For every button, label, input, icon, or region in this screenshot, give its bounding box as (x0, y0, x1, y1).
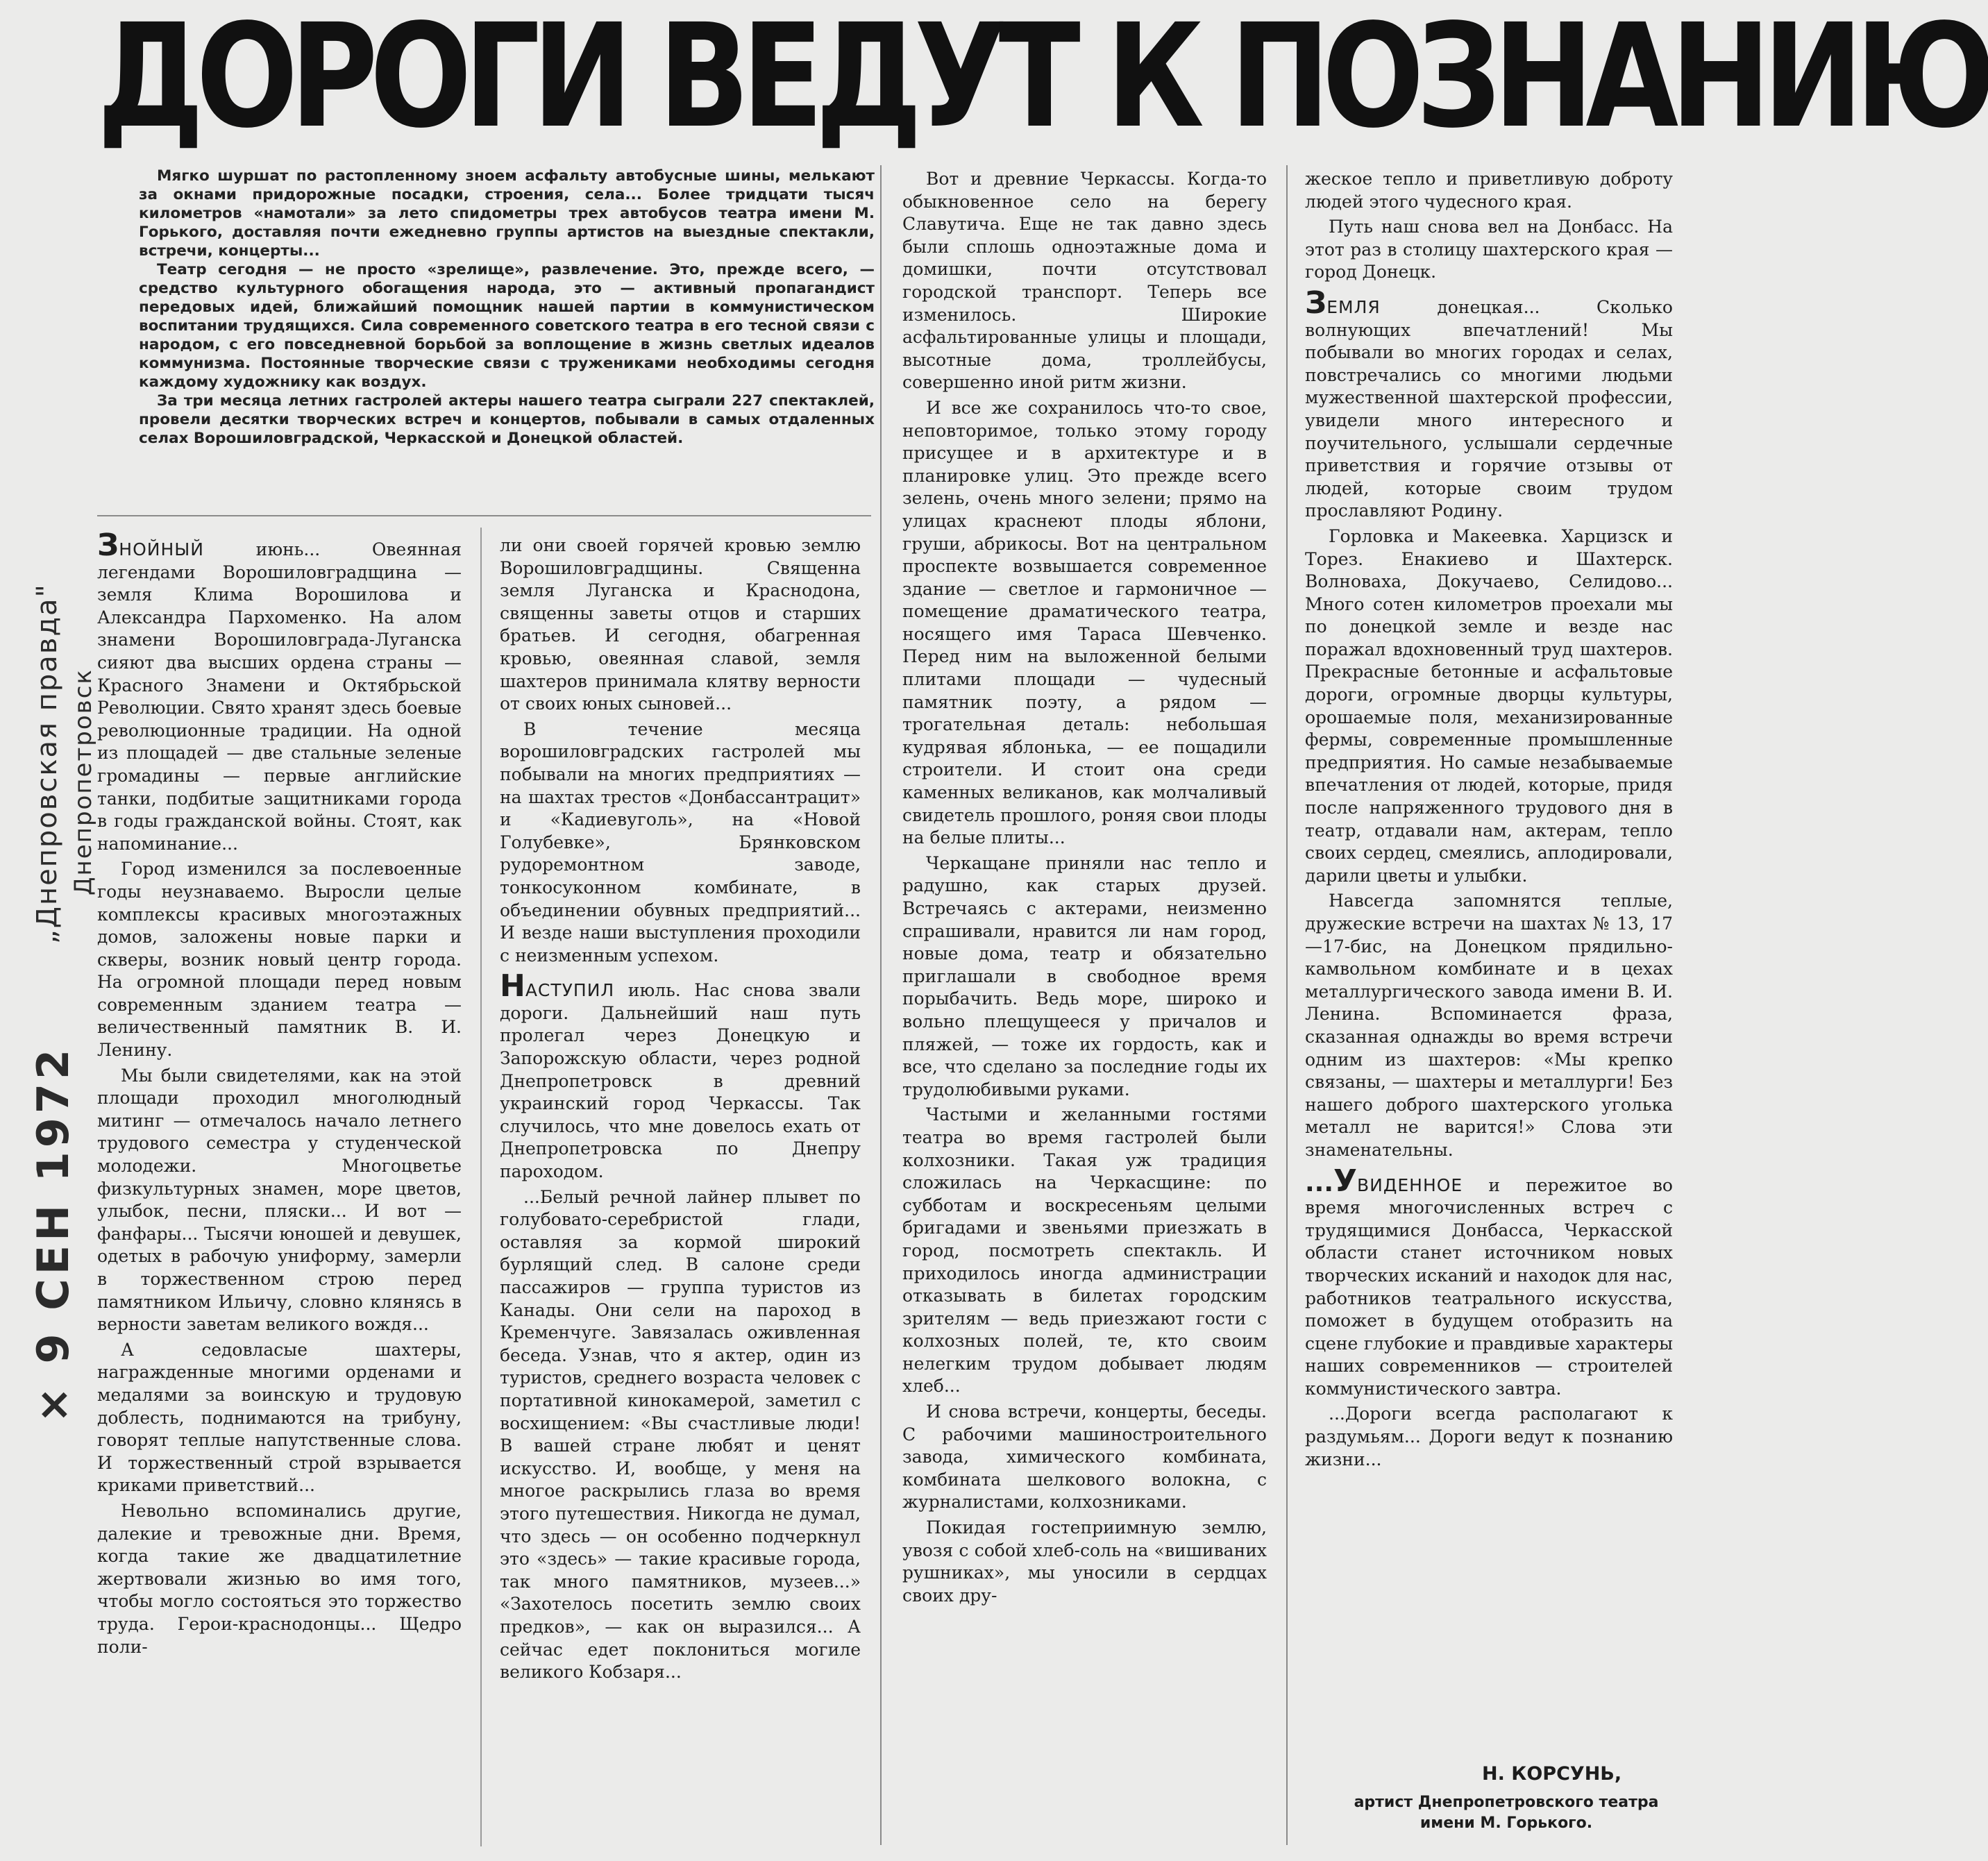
article-column-3 (902, 168, 1267, 1610)
article-column-1 (97, 528, 462, 1661)
article-paragraph: ли они своей горячей кровью землю Ворошиловградщины. Священна земля Луганска и Краснодона, священны заветы отцов и старших братьев. И сегодня, обагренная кровью, овеянная славой, земля шахтеров принимала клятву верности от своих юных сыновей... (500, 535, 861, 714)
paragraph-text: и пережитое во время многочисленных встреч с трудящимися Донбасса, Черкасской области станет источником новых творческих исканий и находок для нас, работников театрального искусства, поможет в будущем отобразить на сцене глубокие и правдивые характеры наших современников — строителей коммунистического завтра. (1305, 1174, 1673, 1399)
article-column-4 (1305, 168, 1673, 1474)
article-paragraph: Вот и древние Черкассы. Когда-то обыкновенное село на берегу Славутича. Еще не так давно здесь были сплошь одноэтажные дома и домишки, почти отсутствовал городской транспорт. Теперь все изменилось. Широкие асфальтированные улицы и площади, высотные дома, троллейбусы, совершенно иной ритм жизни. (902, 169, 1267, 393)
article-paragraph: Мы были свидетелями, как на этой площади проходил многолюдный митинг — отмечалось начало летнего трудового семестра у студенческой молодежи. Многоцветье физкультурных знамен, море цветов, улыбок, песни, пляски... И вот — фанфары... Тысячи юношей и девушек, одетых в рабочую униформу, замерли в торжественном строю перед памятником Ильичу, словно клянясь в верности заветам великого вождя... (97, 1065, 462, 1335)
drop-cap: З (1305, 285, 1327, 321)
paragraph-text: донецкая... Сколько волнующих впечатлений! Мы побывали во многих городах и селах, повстречались со многими людьми мужественной шахтерской профессии, увидели много интересного и поучительного, услышали сердечные приветствия и горячие отзывы от людей, которые своим трудом прославляют Родину. (1305, 296, 1673, 521)
article-paragraph: Черкащане приняли нас тепло и радушно, как старых друзей. Встречаясь с актерами, неизменно спрашивали, нравится ли нам город, новые дома, театр и обязательно приглашали в свободное время порыбачить. Ведь море, широко и вольно плещущееся у причалов и пляжей, — тоже их гордость, как и все, что сделано за последние годы их трудолюбивыми руками. (902, 852, 1267, 1100)
article-paragraph: А седовласые шахтеры, награжденные многими орденами и медалями за воинскую и трудовую доблесть, поднимаются на трибуну, говорят теплые напутственные слова. И торжественный строй взрывается криками приветствий... (97, 1339, 462, 1496)
article-paragraph (97, 528, 462, 855)
article-paragraph: Навсегда запомнятся теплые, дружеские встречи на шахтах № 13, 17—17-бис, на Донецком прядильно-камвольном комбинате и в цехах металлургического завода имени В. И. Ленина. Вспоминается фраза, сказанная однажды во время встречи одним из шахтеров: «Мы крепко связаны, — шахтеры и металлурги! Без нашего доброго шахтерского уголька металл не варится!» Слова эти знаменательны. (1305, 891, 1673, 1160)
article-paragraph: ...Белый речной лайнер плывет по голубовато-серебристой глади, оставляя за кормой широкий бурлящий след. В салоне среди пассажиров — группа туристов из Канады. Они сели на пароход в Кременчуге. Завязалась оживленная беседа. Узнав, что я актер, один из туристов, среднего возраста человек с портативной кинокамерой, заметил с восхищением: «Вы счастливые люди! В вашей стране любят и ценят искусство. И, вообще, у меня на многое раскрылись глаза во время этого путешествия. Никогда не думал, что здесь — он особенно подчеркнул это «здесь» — такие красивые города, так много памятников, музеев...» «Захотелось посетить землю своих предков», — как он выразился... А сейчас едет поклониться могиле великого Кобзаря... (500, 1186, 861, 1683)
newspaper-stamp-city: Днепропетровск (69, 668, 97, 895)
date-stamp: × 9 СЕН 1972 (28, 1045, 78, 1423)
author-name: Н. КОРСУНЬ, (1482, 1763, 1622, 1785)
lead-paragraph: Театр сегодня — не просто «зрелище», развлечение. Это, прежде всего, — средство культурного обогащения народа, это — активный пропагандист передовых идей, ближайший помощник нашей партии в коммунистическом воспитании трудящихся. Сила современного советского театра в его тесной связи с народом, с его повседневной борьбой за воплощение в жизнь светлых идеалов коммунизма. Постоянные творческие связи с тружениками необходимы сегодня каждому художнику как воздух. (139, 261, 875, 391)
drop-cap: У (1333, 1163, 1357, 1199)
paragraph-text: июль. Нас снова звали дороги. Дальнейший наш путь пролегал через Донецкую и Запорожскую области, через родной Днепропетровск в древний украинский город Черкассы. Так случилось, что мне довелось ехать от Днепропетровска по Днепру пароходом. (500, 980, 861, 1182)
article-paragraph: ...Дороги всегда располагают к раздумьям... Дороги ведут к познанию жизни... (1305, 1404, 1673, 1470)
article-paragraph (1305, 1163, 1673, 1401)
article-paragraph: жеское тепло и приветливую доброту людей этого чудесного края. (1305, 169, 1673, 212)
article-paragraph: Город изменился за послевоенные годы неузнаваемо. Выросли целые комплексы красивых многоэтажных домов, заложены новые парки и скверы, возник новый центр города. На огромной площади перед новым современным зданием театра — величественный памятник В. И. Ленину. (97, 859, 462, 1061)
article-paragraph: Покидая гостеприимную землю, увозя с собой хлеб-соль на «вишиваних рушниках», мы уносили в сердцах своих дру- (902, 1517, 1267, 1606)
article-paragraph: Невольно вспоминались другие, далекие и тревожные дни. Время, когда такие же двадцатилетние жертвовали жизнью во имя того, чтобы могло состояться это торжество труда. Герои-краснодонцы... Щедро поли- (97, 1500, 462, 1657)
article-paragraph: И снова встречи, концерты, беседы. С рабочими машиностроительного завода, химического комбината, комбината шелкового волокна, с журналистами, колхозниками. (902, 1401, 1267, 1513)
article-paragraph (1305, 285, 1673, 523)
lead-paragraph: Мягко шуршат по растопленному зноем асфальту автобусные шины, мелькают за окнами придорожные посадки, строения, села... Более тридцати тысяч километров «намотали» за лето спидометры трех автобусов театра имени М. Горького, доставляя почти ежедневно группы артистов на выездные спектакли, встречи, концерты... (139, 167, 875, 260)
paragraph-text: июнь... Овеянная легендами Ворошиловградщина — земля Клима Ворошилова и Александра Пархоменко. На алом знамени Ворошиловграда-Луганска сияют два высших ордена страны — Красного Знамени и Октябрьской Революции. Свято хранят здесь боевые революционные традиции. На одной из площадей — две стальные зеленые громадины — первые английские танки, подбитые защитниками города в годы гражданской войны. Стоят, как напоминание... (97, 539, 462, 854)
article-paragraph (500, 968, 861, 1183)
article-paragraph: И все же сохранилось что-то свое, неповторимое, только этому городу присущее и в архитектуре и в планировке улиц. Это прежде всего зелень, очень много зелени; прямо на улицах краснеют плоды яблони, груши, абрикосы. Вот на центральном проспекте возвышается современное здание — светлое и гармоничное — помещение драматического театра, носящего имя Тараса Шевченко. Перед ним на выложенной белыми плитами площади — чудесный памятник поэту, а рядом — трогательная деталь: небольшая кудрявая яблонька, — ее пощадили строители. И стоит она среди каменных великанов, как молчаливый свидетель прошлого, роняя свои плоды на белые плиты... (902, 397, 1267, 848)
lead-paragraph: За три месяца летних гастролей актеры нашего театра сыграли 227 спектаклей, провели десятки творческих встреч и концертов, побывали в самых отдаленных селах Ворошиловградской, Черкасской и Донецкой областей. (139, 392, 875, 447)
article-column-2 (500, 534, 861, 1687)
headline: ДОРОГИ ВЕДУТ К ПОЗНАНИЮ (97, 0, 1988, 160)
lead-word: НОЙНЫЙ (119, 539, 205, 559)
lead-word: АСТУПИЛ (525, 980, 615, 1001)
lead-divider (97, 515, 871, 516)
drop-cap: Н (500, 968, 525, 1004)
column-divider (880, 165, 882, 1845)
column-divider (480, 528, 482, 1846)
article-paragraph: Путь наш снова вел на Донбасс. На этот раз в столицу шахтерского края — город Донецк. (1305, 217, 1673, 283)
column-divider (1286, 165, 1288, 1845)
article-paragraph: Горловка и Макеевка. Харцизск и Торез. Енакиево и Шахтерск. Волноваха, Докучаево, Селидово... Много сотен километров проехали мы по донецкой земле и везде нас поражал вдохновенный труд шахтеров. Прекрасные бетонные и асфальтовые дороги, огромные дворцы культуры, орошаемые поля, механизированные фермы, современные промышленные предприятия. Но самые незабываемые впечатления от людей, которые, придя после напряженного трудового дня в театр, отдавали нам, актерам, тепло своих сердец, смеялись, аплодировали, дарили цветы и улыбки. (1305, 525, 1673, 886)
lead-word: ВИДЕННОЕ (1356, 1174, 1463, 1195)
newspaper-stamp-title: „Днепровская правда" (31, 583, 63, 944)
drop-cap: З (97, 528, 119, 563)
lead-word: ЕМЛЯ (1326, 296, 1381, 317)
article-paragraph: Частыми и желанными гостями театра во время гастролей были колхозники. Такая уж традиция сложилась на Черкасщине: по субботам и воскресеньям целыми бригадами и звеньями приезжать в город, посмотреть спектакль. И приходилось иногда администрации отказывать в билетах городским зрителям — ведь приезжают гости с колхозных полей, те, кто своим нелегким трудом добывает людям хлеб... (902, 1104, 1267, 1397)
article-paragraph: В течение месяца ворошиловградских гастролей мы побывали на многих предприятиях — на шахтах трестов «Донбассантрацит» и «Кадиевуголь», на «Новой Голубевке», Брянковском рудоремонтном заводе, тонкосуконном комбинате, в объединении обувных предприятий... И везде наши выступления проходили с неизменным успехом. (500, 718, 861, 966)
lead-paragraphs (139, 167, 875, 448)
leading-ellipsis: ... (1305, 1168, 1334, 1197)
author-role: артист Днепропетровского театра имени М. Горького. (1354, 1794, 1659, 1832)
